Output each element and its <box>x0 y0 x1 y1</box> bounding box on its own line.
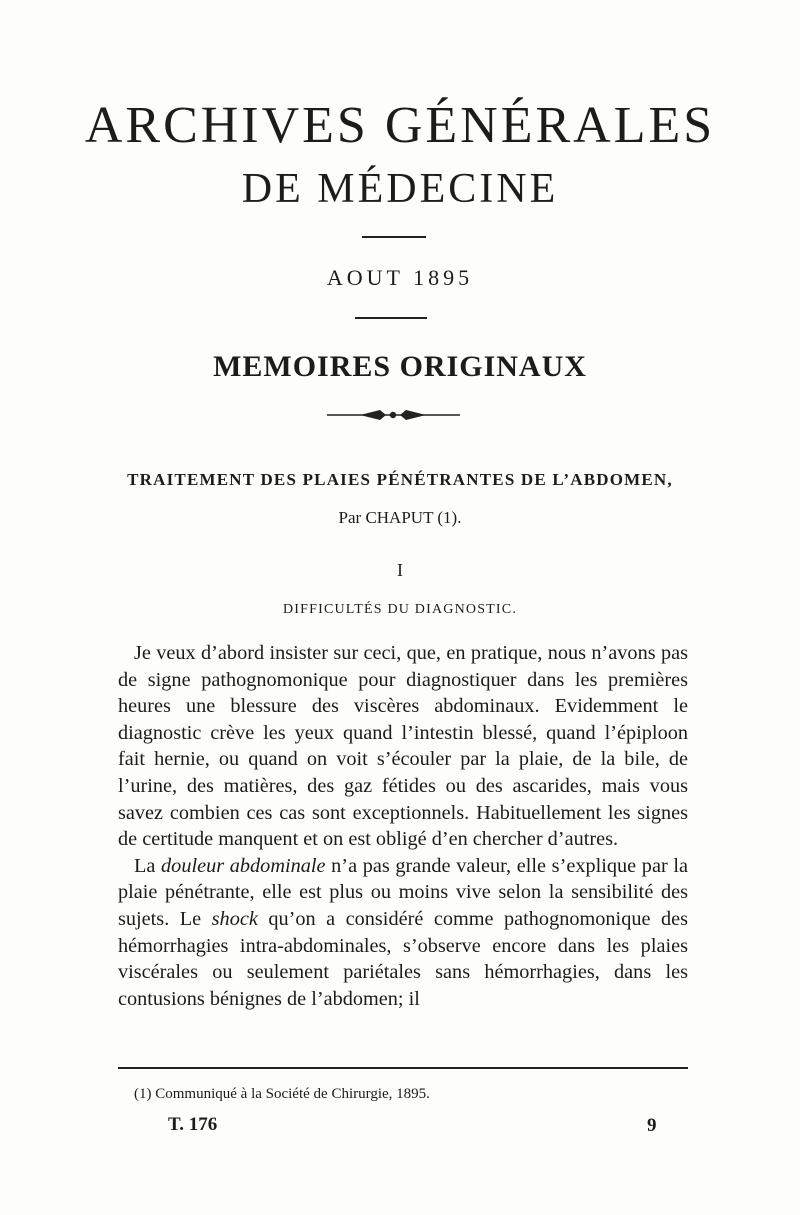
paragraph-2-end: qu’on a considéré comme pathognomonique des hémorrhagies intra-abdominales, s’observe encore dans les plaies viscérales ou seulement pariétales sans hémorrhagies, dans les contusions bénignes de l’abdomen; il <box>118 907 688 1010</box>
page-number: 9 <box>647 1115 657 1136</box>
subheading: DIFFICULTÉS DU DIAGNOSTIC. <box>282 602 518 617</box>
divider-rule-middle <box>355 317 427 319</box>
footnote: (1) Communiqué à la Société de Chirurgie, 1895. <box>134 1086 430 1102</box>
divider-rule-top <box>362 236 426 238</box>
footnote-rule <box>118 1067 688 1069</box>
article-body <box>118 640 688 1012</box>
signature-mark: T. 176 <box>168 1114 218 1135</box>
emphasis-douleur: douleur abdominale <box>161 854 326 877</box>
paragraph-2 <box>118 853 688 1013</box>
section-title: MEMOIRES ORIGINAUX <box>213 350 587 383</box>
part-number: I <box>397 560 403 580</box>
emphasis-shock: shock <box>211 907 258 930</box>
journal-title-line1: ARCHIVES GÉNÉRALES <box>84 97 716 154</box>
article-author: Par CHAPUT (1). <box>338 508 462 527</box>
issue-date: AOUT 1895 <box>326 265 474 290</box>
paragraph-2-middle: n’a pas grande valeur, elle s’explique par la plaie pénétrante, elle est plus ou moins vive selon la sensibilité des sujets. Le <box>118 854 688 930</box>
paragraph-2-start: La <box>134 854 156 877</box>
paragraph-1: Je veux d’abord insister sur ceci, que, en pratique, nous n’avons pas de signe pathognomonique pour diagnostiquer dans les premières heures une blessure des viscères abdominaux. Evidemment le diagnostic crève les yeux quand l’intestin blessé, quand l’épiploon fait hernie, ou quand on voit s’écouler par la plaie, de la bile, de l’urine, des matières, des gaz fétides ou des ascarides, mais vous savez combien ces cas sont exceptionnels. Habituellement les signes de certitude manquent et on est obligé d’en chercher d’autres. <box>118 642 688 851</box>
ornament-divider-icon <box>0 403 800 427</box>
article-title: TRAITEMENT DES PLAIES PÉNÉTRANTES DE L’ABDOMEN, <box>127 470 673 489</box>
journal-title-line2: DE MÉDECINE <box>241 166 559 212</box>
